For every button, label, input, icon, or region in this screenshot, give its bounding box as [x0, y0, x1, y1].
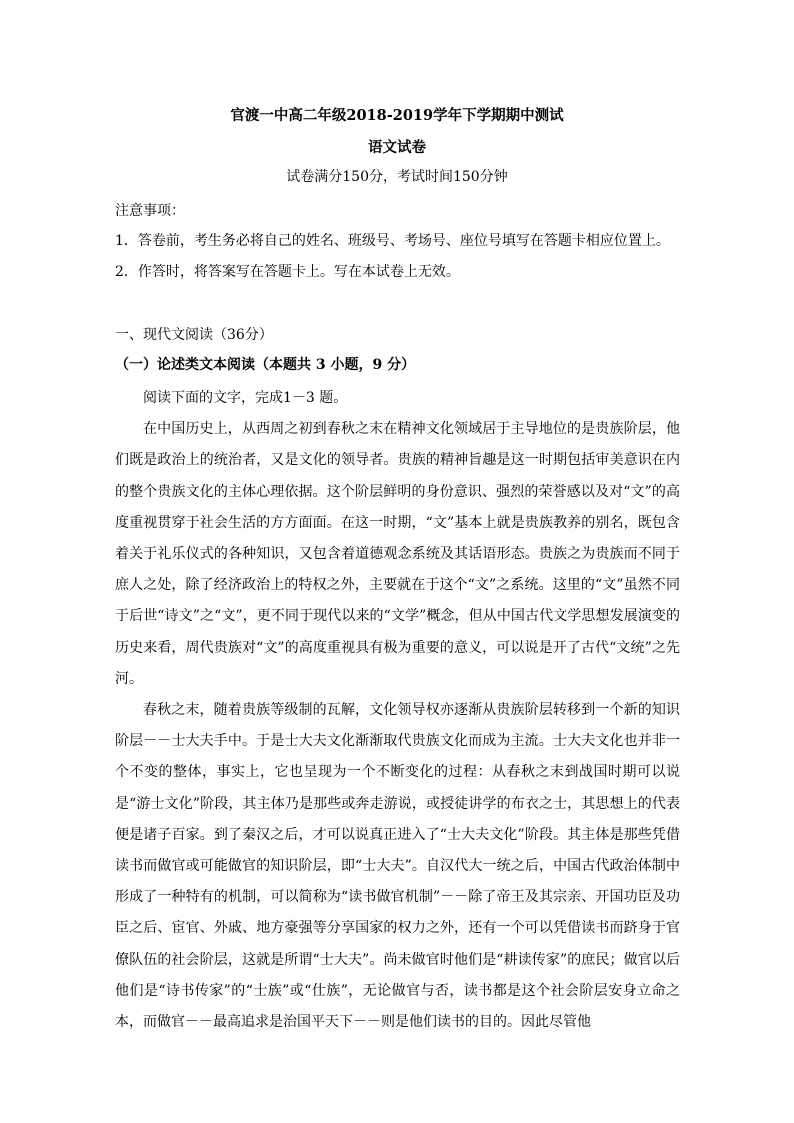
section-heading: 一、现代文阅读（36分） [115, 327, 273, 343]
notice-item: 1．答卷前，考生务必将自己的姓名、班级号、考场号、座位号填写在答题卡相应位置上。 [115, 233, 670, 249]
reading-passage [115, 383, 680, 1038]
notice-item: 2．作答时，将答案写在答题卡上。写在本试卷上无效。 [115, 264, 460, 280]
passage-paragraph: 在中国历史上，从西周之初到春秋之末在精神文化领域居于主导地位的是贵族阶层，他们既是政治上的统治者，又是文化的领导者。贵族的精神旨趣是这一时期包括审美意识在内的整个贵族文化的主体心理依据。这个阶层鲜明的身份意识、强烈的荣誉感以及对“文”的高度重视贯穿于社会生活的方方面面。在这一时期，“文”基本上就是贵族教养的别名，既包含着关于礼乐仪式的各种知识，又包含着道德观念系统及其话语形态。贵族之为贵族而不同于庶人之处，除了经济政治上的特权之外，主要就在于这个“文”之系统。这里的“文”虽然不同于后世“诗文”之“文”，更不同于现代以来的“文学”概念，但从中国古代文学思想发展演变的历史来看，周代贵族对“文”的高度重视具有极为重要的意义，可以说是开了古代“文统”之先河。 [115, 421, 680, 687]
passage-paragraph: 春秋之末，随着贵族等级制的瓦解，文化领导权亦逐渐从贵族阶层转移到一个新的知识阶层－－士大夫手中。于是士大夫文化渐渐取代贵族文化而成为主流。士大夫文化也并非一个不变的整体，事实上，它也呈现为一个不断变化的过程：从春秋之末到战国时期可以说是“游士文化”阶段，其主体乃是那些或奔走游说，或授徒讲学的布衣之士，其思想上的代表便是诸子百家。到了秦汉之后，才可以说真正进入了“士大夫文化”阶段。其主体是那些凭借读书而做官或可能做官的知识阶层，即“士大夫”。自汉代大一统之后，中国古代政治体制中形成了一种特有的机制，可以简称为“读书做官机制”－－除了帝王及其宗亲、开国功臣及功臣之后、宦官、外戚、地方豪强等分享国家的权力之外，还有一个可以凭借读书而跻身于官僚队伍的社会阶层，这就是所谓“士大夫”。尚未做官时他们是“耕读传家”的庶民；做官以后他们是“诗书传家”的“士族”或“仕族”，无论做官与否，读书都是这个社会阶层安身立命之本，而做官－－最高追求是治国平天下－－则是他们读书的目的。因此尽管他 [115, 702, 680, 1031]
exam-title: 官渡一中高二年级2018-2019学年下学期期中测试 [230, 107, 564, 124]
section-subheading: （一）论述类文本阅读（本题共 3 小题，9 分） [115, 357, 416, 373]
notice-label: 注意事项： [115, 203, 185, 219]
exam-info: 试卷满分150分，考试时间150分钟 [286, 169, 508, 185]
exam-subject: 语文试卷 [368, 139, 426, 156]
passage-instruction: 阅读下面的文字，完成1－3 题。 [143, 390, 348, 406]
